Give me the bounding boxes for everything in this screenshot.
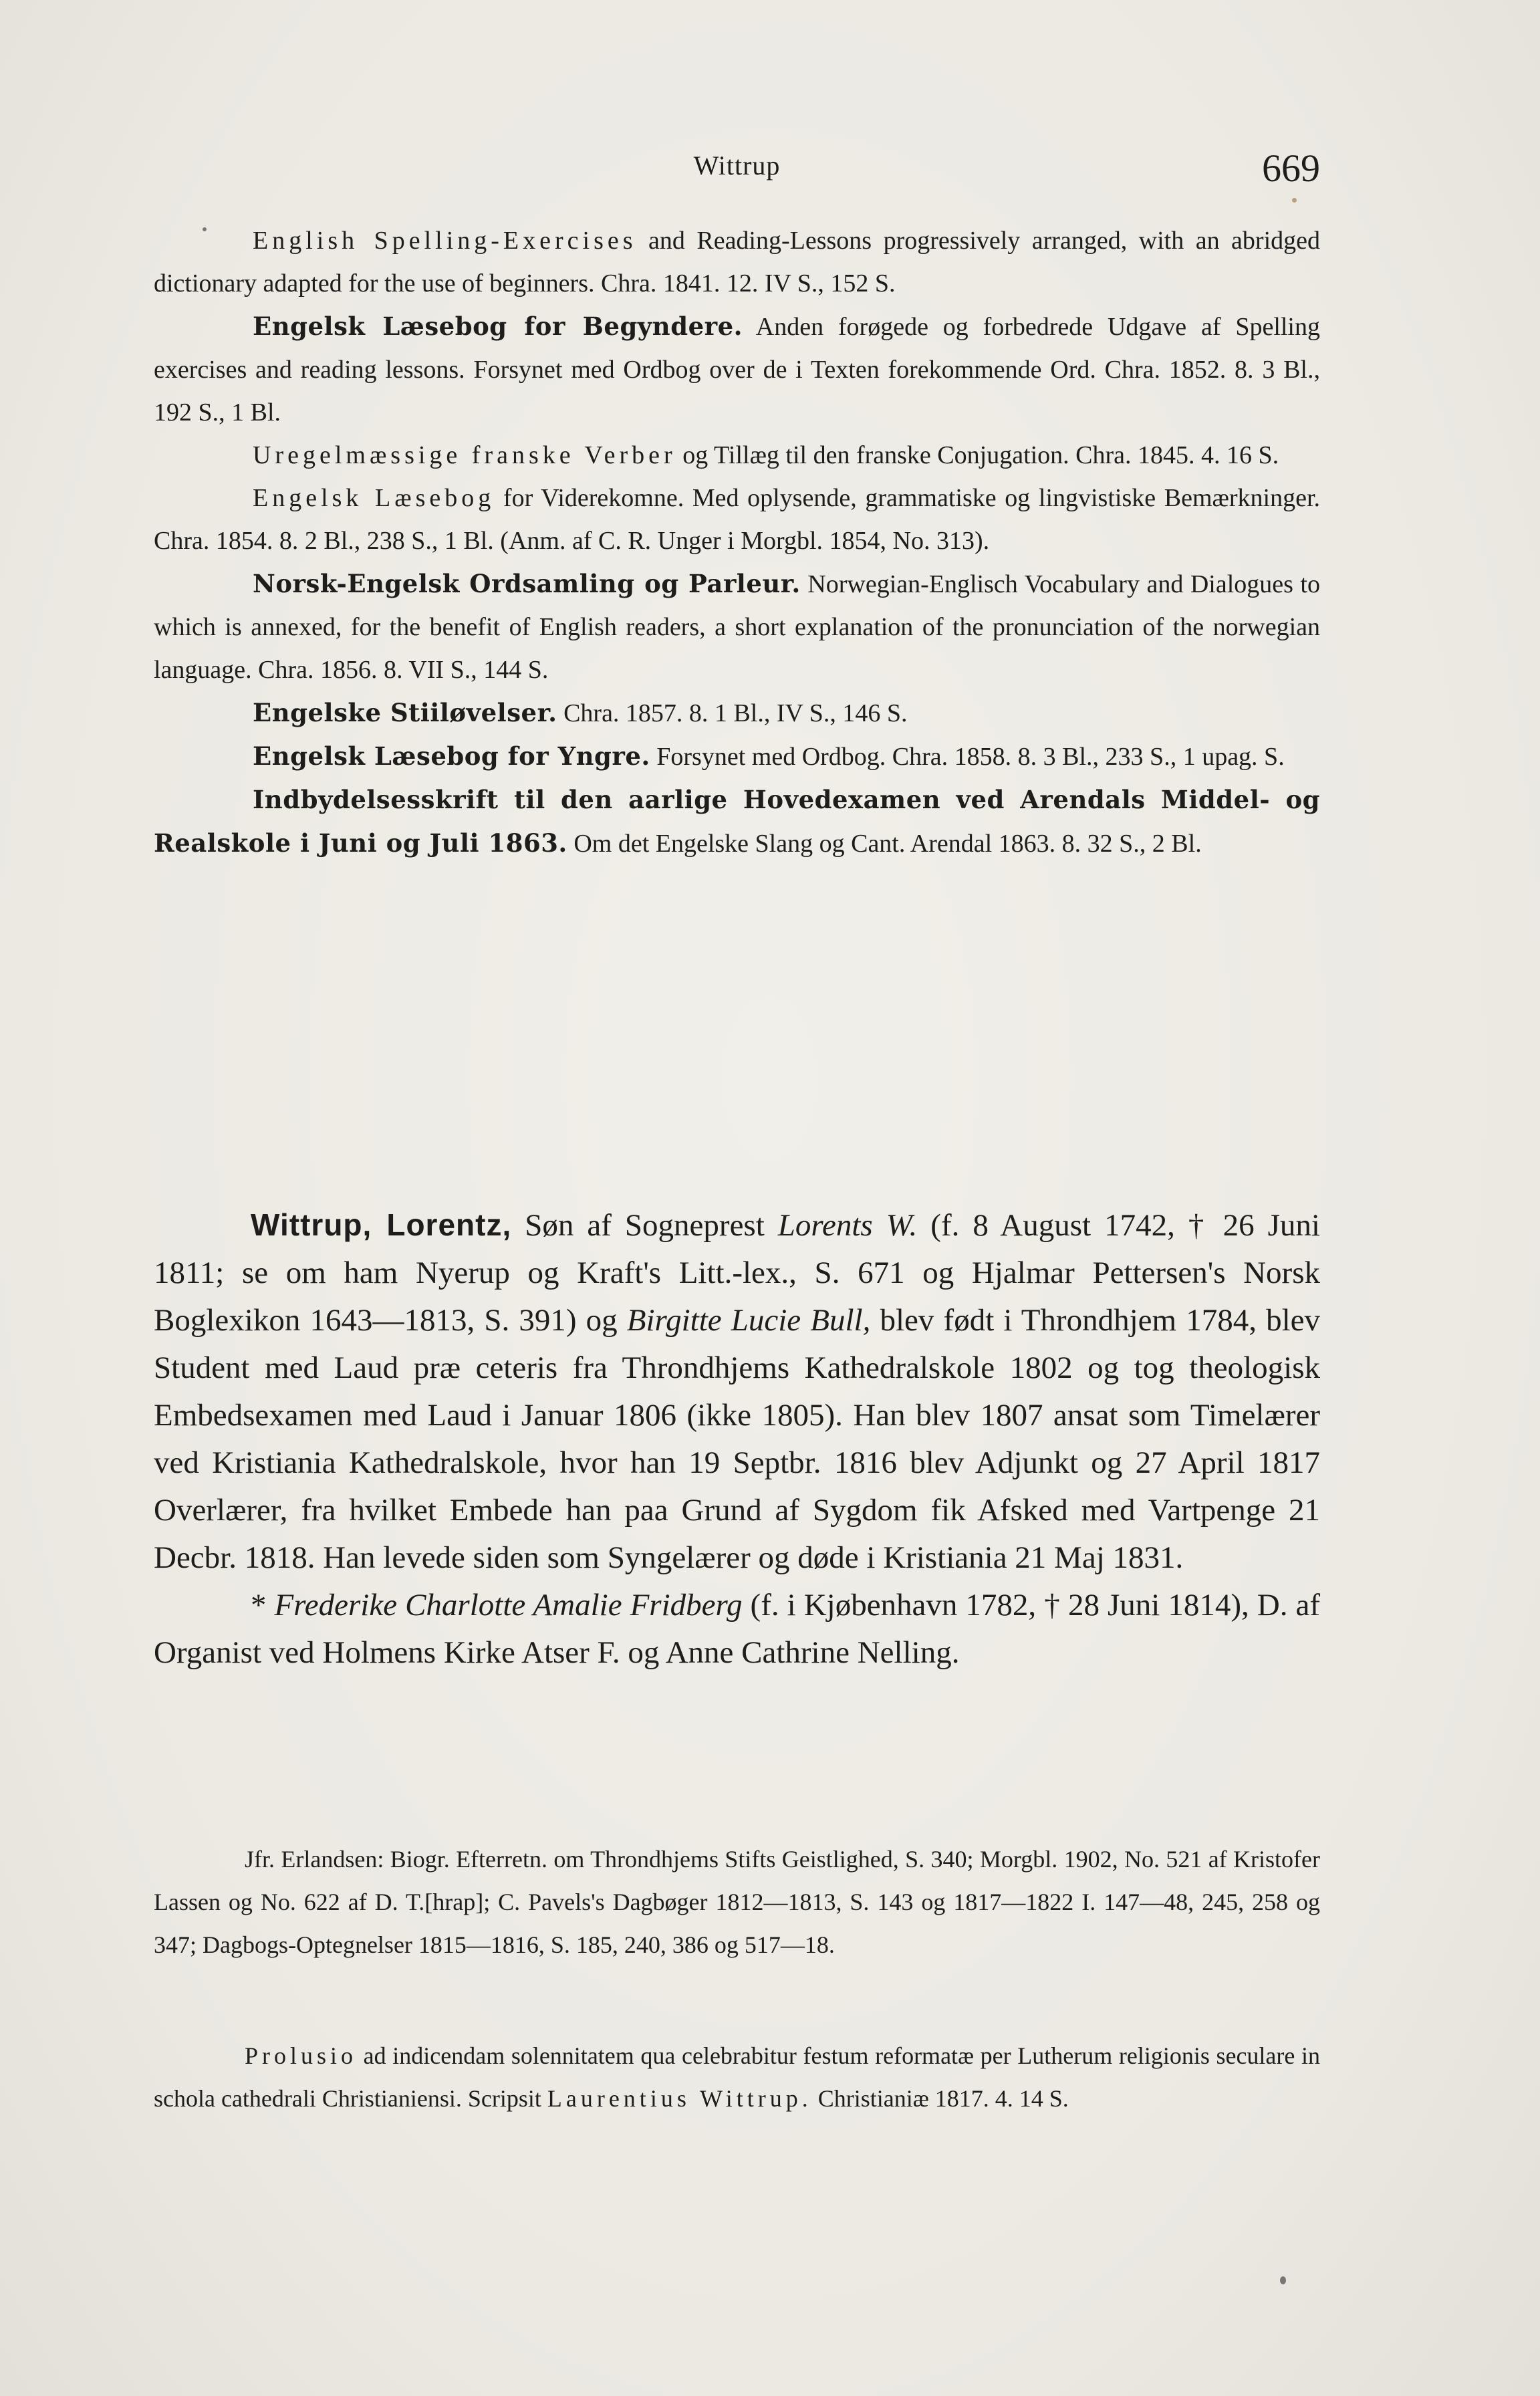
- running-head: Wittrup: [693, 150, 781, 181]
- biography-text: blev født i Throndhjem 1784, blev Student med Laud præ ceteris fra Throndhjems Kathedralskole 1802 og tog theologisk Embedsexamen med Laud i Januar 1806 (ikke 1805). Han blev 1807 ansat som Timelærer ved Kristiania Kathedralskole, hvor han 19 Septbr. 1816 blev Adjunkt og 27 April 1817 Overlærer, fra hvilket Embede han paa Grund af Sygdom fik Afsked med Vartpenge 21 Decbr. 1818. Han levede siden som Syngelærer og døde i Kristiania 21 Maj 1831.: [154, 1303, 1320, 1575]
- work-text: ad indicendam solennitatem qua celebrabitur festum reformatæ per Lutherum religionis seculare in schola cathedrali Christianiensi. Scripsit: [154, 2042, 1320, 2112]
- entry-details: Forsynet med Ordbog. Chra. 1858. 8. 3 Bl., 233 S., 1 upag. S.: [650, 743, 1285, 771]
- spouse-mark: *: [251, 1588, 267, 1623]
- bibliography-entry: [154, 778, 1320, 865]
- bibliography-list: [154, 219, 1320, 865]
- page-number: 669: [1262, 146, 1320, 190]
- spouse-text: (f. i Kjøbenhavn 1782, † 28 Juni 1814), D. af Organist ved Holmens Kirke Atser F. og Anne Cathrine Nelling.: [154, 1588, 1320, 1670]
- entry-title: Uregelmæssige franske Verber: [253, 441, 676, 469]
- works-section: [154, 2034, 1320, 2120]
- work-title: Prolusio: [245, 2042, 358, 2069]
- bibliography-entry: [154, 691, 1320, 735]
- mother-name: Birgitte Lucie Bull,: [626, 1303, 871, 1338]
- paper-speck: [1292, 198, 1297, 203]
- page-header: [154, 146, 1320, 199]
- entry-title: Engelsk Læsebog for Begyndere.: [253, 312, 743, 341]
- entry-details: Norwegian-Englisch Vocabulary and Dialogues to which is annexed, for the benefit of English readers, a short explanation of the pronunciation of the norwegian language. Chra. 1856. 8. VII S., 144 S.: [154, 570, 1320, 684]
- entry-details: Anden forøgede og forbedrede Udgave af Spelling exercises and reading lessons. Forsynet med Ordbog over de i Texten forekommende Ord. Chra. 1852. 8. 3 Bl., 192 S., 1 Bl.: [154, 313, 1320, 427]
- references-section: [154, 1838, 1320, 1966]
- references-text: Jfr. Erlandsen: Biogr. Efterretn. om Throndhjems Stifts Geistlighed, S. 340; Morgbl. 1902, No. 521 af Kristofer Lassen og No. 622 af D. T.[hrap]; C. Pavels's Dagbøger 1812—1813, S. 143 og 1817—1822 I. 147—48, 245, 258 og 347; Dagbogs-Optegnelser 1815—1816, S. 185, 240, 386 og 517—18.: [154, 1846, 1320, 1958]
- bibliography-entry: [154, 477, 1320, 562]
- spouse-name: Frederike Charlotte Amalie Fridberg: [274, 1588, 743, 1623]
- entry-details: and Reading-Lessons progressively arranged, with an abridged dictionary adapted for the use of beginners. Chra. 1841. 12. IV S., 152 S.: [154, 227, 1321, 297]
- biography-paragraph: [154, 1201, 1320, 1582]
- biography-text: (f. 8 August 1742, † 26 Juni 1811; se om ham Nyerup og Kraft's Litt.-lex., S. 671 og Hjalmar Pettersen's Norsk Boglexikon 1643—1813, S. 391) og: [154, 1208, 1320, 1338]
- entry-title: English Spelling-Exercises: [253, 227, 637, 255]
- bibliography-entry: [154, 219, 1320, 305]
- bibliography-entry: [154, 305, 1320, 434]
- bibliography-entry: [154, 434, 1320, 477]
- entry-title: Engelsk Læsebog: [253, 484, 495, 512]
- entry-details: Om det Engelske Slang og Cant. Arendal 1863. 8. 32 S., 2 Bl.: [567, 830, 1202, 858]
- entry-title: Engelske Stiiløvelser.: [253, 698, 557, 727]
- bibliography-entry: [154, 562, 1320, 691]
- paper-speck: [203, 227, 207, 231]
- spouse-paragraph: [154, 1582, 1320, 1677]
- work-details: Christianiæ 1817. 4. 14 S.: [811, 2085, 1069, 2112]
- father-name: Lorents W.: [777, 1208, 918, 1243]
- entry-title: Norsk-Engelsk Ordsamling og Parleur.: [253, 569, 801, 598]
- entry-title: Indbydelsesskrift til den aarlige Hovedexamen ved Arendals Middel- og Realskole i Juni og Juli 1863.: [154, 785, 1320, 858]
- work-author: Laurentius Wittrup.: [547, 2085, 812, 2112]
- entry-details: Chra. 1857. 8. 1 Bl., IV S., 146 S.: [557, 699, 908, 727]
- biography-text: Søn af Sogneprest: [511, 1208, 778, 1243]
- person-name: Wittrup, Lorentz,: [251, 1207, 512, 1242]
- entry-title: Engelsk Læsebog for Yngre.: [253, 741, 650, 771]
- biography-section: [154, 1201, 1320, 1677]
- entry-details: for Viderekomne. Med oplysende, grammatiske og lingvistiske Bemærkninger. Chra. 1854. 8. 2 Bl., 238 S., 1 Bl. (Anm. af C. R. Unger i Morgbl. 1854, No. 313).: [154, 484, 1321, 555]
- entry-details: og Tillæg til den franske Conjugation. Chra. 1845. 4. 16 S.: [676, 441, 1279, 469]
- work-entry: [154, 2034, 1320, 2120]
- paper-speck: [1280, 2276, 1286, 2284]
- bibliography-entry: [154, 735, 1320, 778]
